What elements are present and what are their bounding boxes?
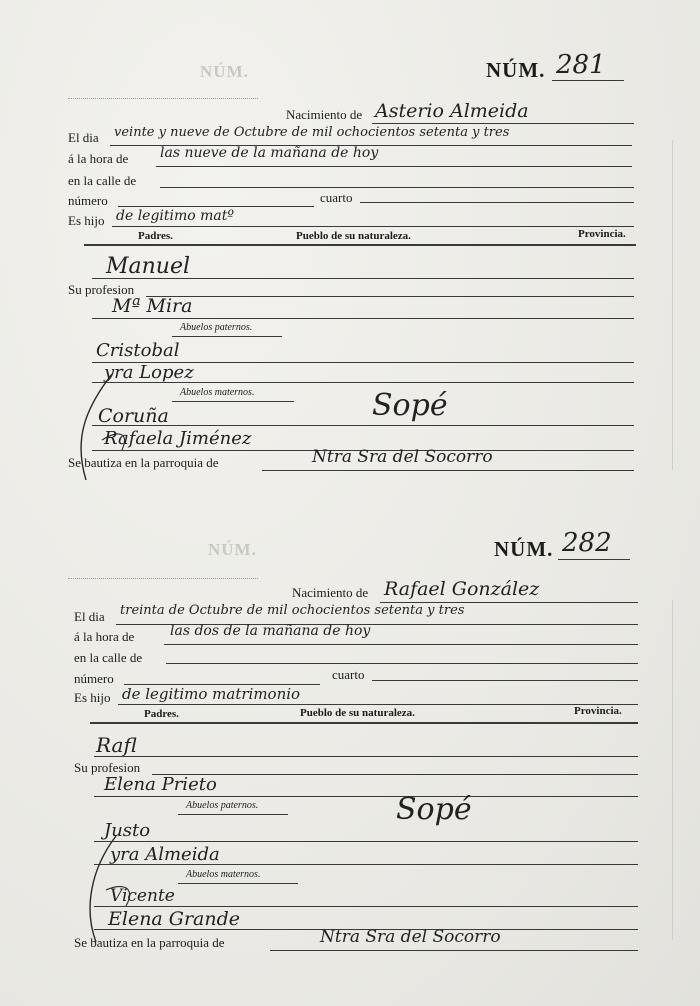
- hijo-line: [112, 226, 634, 227]
- record-number-line: [558, 559, 630, 560]
- cuarto-label: cuarto: [320, 190, 353, 205]
- hijo-label: Es hijo: [68, 213, 105, 228]
- fecha-value: treinta de Octubre de mil ochocientos setenta y tres: [120, 603, 465, 618]
- official-signature: Sopé: [372, 388, 448, 423]
- parroquia-label: Se bautiza en la parroquia de: [68, 455, 219, 470]
- provincia-header: Provincia.: [574, 705, 622, 717]
- ghost-rule: [68, 578, 258, 579]
- madre-line: [94, 796, 638, 797]
- hijo-label: Es hijo: [74, 690, 111, 705]
- hijo-value: de legitimo matrimonio: [122, 685, 301, 703]
- abuelo-mat-1-line: [92, 425, 634, 426]
- el-dia-label: El dia: [68, 130, 99, 145]
- pen-flourish: [80, 830, 160, 950]
- header-rule: [84, 244, 636, 246]
- pueblo-header: Pueblo de su naturaleza.: [300, 707, 415, 719]
- padre-line: [92, 278, 634, 279]
- abuelo-mat-1-value: Coruña: [98, 405, 169, 427]
- abuelo-pat-2-value: yra Almeida: [110, 844, 220, 865]
- padre-line: [94, 756, 638, 757]
- hora-value: las dos de la mañana de hoy: [170, 623, 371, 639]
- record-number-label: NÚM.: [494, 537, 554, 561]
- abuelos-maternos-rule: [172, 401, 294, 402]
- hora-value: las nueve de la mañana de hoy: [160, 145, 379, 161]
- hora-label: á la hora de: [68, 151, 129, 166]
- facing-page-edge: [672, 600, 700, 940]
- abuelos-maternos-label: Abuelos maternos.: [180, 387, 255, 398]
- padre-value: Manuel: [106, 254, 191, 279]
- official-signature: Sopé: [396, 792, 472, 827]
- numero-label: número: [74, 671, 114, 686]
- el-dia-label: El dia: [74, 609, 105, 624]
- calle-label: en la calle de: [68, 173, 137, 188]
- record-number-label: NÚM.: [486, 58, 546, 82]
- abuelos-maternos-rule: [178, 883, 298, 884]
- numero-label: número: [68, 193, 108, 208]
- padre-value: Rafl: [96, 733, 137, 757]
- cuarto-label: cuarto: [332, 667, 365, 682]
- nombre-line: [372, 123, 634, 124]
- nombre-value: Rafael González: [384, 578, 540, 600]
- profesion-line: [146, 296, 634, 297]
- parroquia-line: [270, 950, 638, 951]
- hijo-line: [118, 704, 638, 705]
- abuelo-pat-2-value: yra Lopez: [104, 362, 194, 383]
- abuelos-paternos-label: Abuelos paternos.: [180, 322, 253, 333]
- abuelo-mat-2-value: Elena Grande: [108, 908, 241, 930]
- parroquia-line: [262, 470, 634, 471]
- profesion-label: Su profesion: [68, 282, 135, 297]
- madre-value: Elena Prieto: [104, 774, 217, 795]
- nacimiento-label: Nacimiento de: [292, 585, 369, 600]
- madre-value: Mª Mira: [112, 295, 193, 317]
- cuarto-line: [372, 680, 638, 681]
- record-number-line: [552, 80, 624, 81]
- ghost-num-label-1: NÚM.: [200, 62, 249, 81]
- calle-line: [160, 187, 634, 188]
- ghost-rule: [68, 98, 258, 99]
- hijo-value: de legitimo matº: [116, 208, 234, 224]
- abuelo-mat-1-line: [94, 906, 638, 907]
- abuelo-pat-1-value: Cristobal: [96, 340, 180, 361]
- hora-line: [156, 166, 632, 167]
- abuelo-mat-2-value: Rafaela Jiménez: [104, 428, 252, 449]
- calle-line: [166, 663, 638, 664]
- profesion-label: Su profesion: [74, 760, 141, 775]
- provincia-header: Provincia.: [578, 228, 626, 240]
- fecha-value: veinte y nueve de Octubre de mil ochocientos setenta y tres: [114, 125, 510, 140]
- abuelo-pat-2-line: [92, 382, 634, 383]
- abuelo-pat-1-value: Justo: [104, 820, 151, 841]
- numero-line: [118, 206, 314, 207]
- hora-label: á la hora de: [74, 629, 135, 644]
- header-rule: [90, 722, 638, 724]
- parroquia-label: Se bautiza en la parroquia de: [74, 935, 225, 950]
- abuelos-paternos-rule: [172, 336, 282, 337]
- pen-flourish: [72, 370, 162, 490]
- record-number-value: 282: [562, 528, 612, 558]
- madre-line: [92, 318, 634, 319]
- padres-header: Padres.: [138, 230, 173, 242]
- nombre-value: Asterio Almeida: [375, 100, 529, 122]
- record-number-value: 281: [556, 50, 606, 80]
- profesion-line: [152, 774, 638, 775]
- abuelos-paternos-rule: [178, 814, 288, 815]
- hora-line: [164, 644, 638, 645]
- parroquia-value: Ntra Sra del Socorro: [312, 447, 493, 467]
- ghost-num-label-2: NÚM.: [208, 540, 257, 559]
- abuelos-maternos-label: Abuelos maternos.: [186, 869, 261, 880]
- nacimiento-label: Nacimiento de: [286, 107, 363, 122]
- abuelos-paternos-label: Abuelos paternos.: [186, 800, 259, 811]
- parroquia-value: Ntra Sra del Socorro: [320, 927, 501, 947]
- pueblo-header: Pueblo de su naturaleza.: [296, 230, 411, 242]
- abuelo-pat-1-line: [94, 841, 638, 842]
- calle-label: en la calle de: [74, 650, 143, 665]
- abuelo-pat-2-line: [94, 864, 638, 865]
- abuelo-mat-1-value: Vicente: [110, 886, 175, 906]
- cuarto-line: [360, 202, 634, 203]
- facing-page-edge: [672, 140, 700, 470]
- padres-header: Padres.: [144, 708, 179, 720]
